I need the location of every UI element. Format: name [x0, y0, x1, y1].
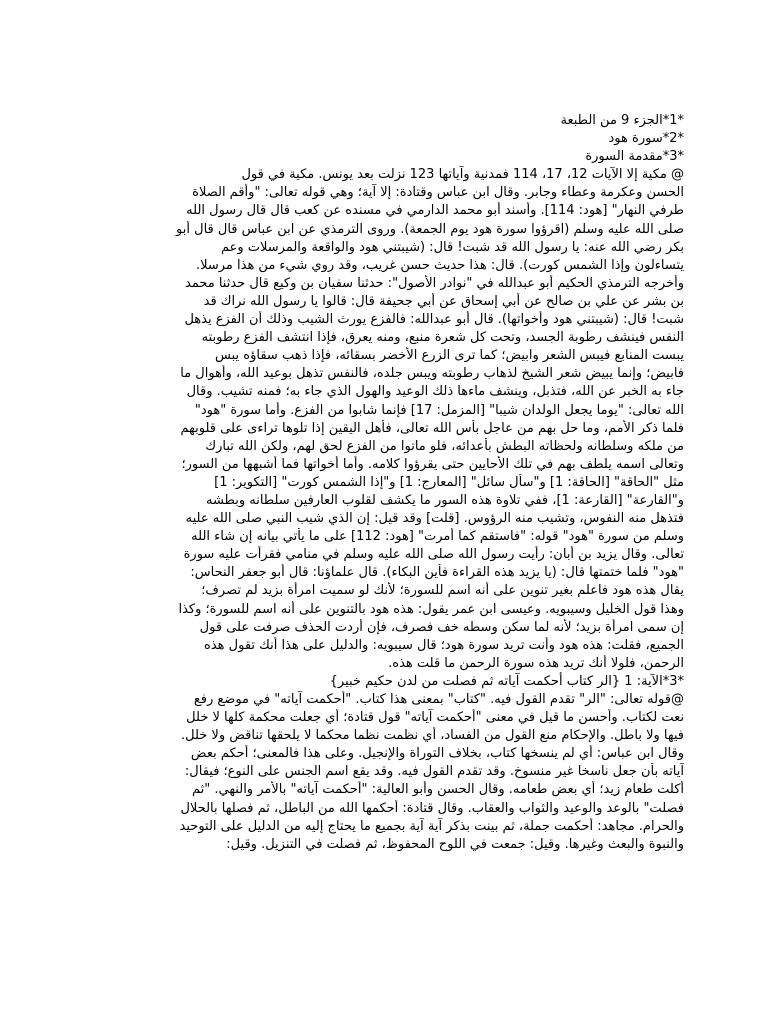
text-line: فلما ذكر الأمم، وما حل بهم من عاجل بأس الله تعالى، فأهل اليقين إذا تلوها تراءى على قلوبهم: [180, 420, 684, 436]
text-line: الجميع، فقلت: هذه هود وأنت تريد سورة هود؛ قال سيبويه: والدليل على هذا أنك تقول هذه: [204, 637, 684, 653]
text-line: جاء به الخبر عن الله، فتذبل، وينشف ماءها ذلك الوعيد والهول الذي جاء به؛ فمنه تشيب. وقال: [186, 384, 684, 400]
text-line: فيها ولا باطل. والإحكام منع القول من الفساد، أي نظمت نظما محكما لا يلحقها تناقض ولا خلل.: [180, 728, 684, 744]
text-line: أكلت طعام زيد؛ أي بعض طعامه. وقال الحسن وأبو العالية: "أحكمت آياته" بالأمر والنهي. "ثم: [191, 782, 684, 798]
document-page: [88, 112, 684, 854]
text-line: وقال ابن عباس: أي لم ينسخها كتاب، بخلاف التوراة والإنجيل. وعلى هذا فالمعنى؛ أحكم بعض: [190, 746, 684, 762]
text-line: فصلت" بالوعد والوعيد والثواب والعقاب. وقال قتادة: أحكمها الله من الباطل، ثم فصلها بالحلال: [180, 800, 684, 816]
text-line: بن بشر عن علي بن صالح عن أبي إسحاق عن أبي جحيفة قال: قالوا يا رسول الله نراك قد: [203, 293, 684, 309]
text-line: فابيض؛ وإنما يبيض شعر الشيخ لذهاب رطوبته ويبس جلده، فالنفس تذهل بوعيد الله، وأهوال ما: [180, 366, 684, 382]
text-line: يقال هذه هود فاعلم بغير تنوين على أنه اسم للسورة؛ لأنك لو سميت امرأة بزيد لم تصرف؛: [201, 583, 684, 599]
text-line: آياته بأن جعل ناسخا غير منسوخ. وقد تقدم القول فيه. وقد يقع اسم الجنس على النوع؛ فيقال:: [184, 764, 684, 780]
text-line: من ملكه وسلطانه ولحظاته البطش بأعدائه، فلو ماتوا من الفزع لحق لهم، ولكن الله تبارك: [205, 438, 684, 454]
text-line: وأخرجه الترمذي الحكيم أبو عبدالله في "نوادر الأصول": حدثنا سفيان بن وكيع قال حدثنا محمد: [185, 275, 684, 291]
text-line: والنبوة والبعث وغيرها. وقيل: جمعت في اللوح المحفوظ، ثم فصلت في التنزيل. وقيل:: [226, 836, 684, 852]
text-line: نعت لكتاب. وأحسن ما قيل في معنى "أحكمت آياته" قول قتادة؛ أي جعلت محكمة كلها لا خلل: [186, 710, 684, 726]
section-body: [88, 691, 684, 854]
text-line: الله تعالى: "يوما يجعل الولدان شيبا" [المزمل: 17] فإنما شابوا من الفزع. وأما سورة "هود": [194, 402, 684, 418]
text-line: إن سمى امرأة بزيد؛ لأنه لما سكن وسطه خف فصرف، فإن أردت الحذف صرفت على قول: [199, 619, 684, 635]
text-line: تعالى. وقال يزيد بن أبان: رأيت رسول الله صلى الله عليه وسلم في منامي فقرأت عليه سورة: [183, 547, 684, 563]
document-body: [88, 166, 684, 673]
text-line: صلى الله عليه وسلم (اقرؤوا سورة هود يوم الجمعة). وروى الترمذي عن ابن عباس قال قال أبو: [176, 221, 684, 237]
text-line: "هود" فلما ختمتها قال: (يا يزيد هذه القراءة فأين البكاء). قال علماؤنا: قال أبو جعفر النحاس:: [190, 565, 684, 581]
text-line: والحرام. مجاهد: أحكمت جملة، ثم بينت بذكر آية آية بجميع ما يحتاج إليه من الدليل على التوحيد: [179, 818, 684, 834]
text-line: @قوله تعالى: "الر" تقدم القول فيه. "كتاب" بمعنى هذا كتاب. "أحكمت آياته" في موضع رفع: [193, 692, 684, 707]
text-line: يتساءلون وإذا الشمس كورت). قال: هذا حديث حسن غريب، وقد روي شيء من هذا مرسلا.: [195, 257, 684, 273]
heading-line: *2*سورة هود: [608, 131, 684, 147]
text-line: الرحمن، فلولا أنك تريد هذه سورة الرحمن ما قلت هذه.: [388, 655, 684, 671]
text-line: @ مكية إلا الآيات 12، 17، 114 فمدنية وآياتها 123 نزلت بعد يونس. مكية في قول: [241, 167, 684, 183]
text-line: شبت! قال: (شيبتني هود وأخواتها). قال أبو عبدالله: فالفزع يورث الشيب وذلك أن الفزع يذهل: [184, 312, 684, 328]
section-heading: *3*الآية: 1 {الر كتاب أحكمت آياته ثم فصلت من لدن حكيم خبير}: [329, 673, 684, 689]
text-line: طرفي النهار" [هود: 114]. وأسند أبو محمد الدارمي في مسنده عن كعب قال قال رسول الله: [186, 203, 684, 219]
text-line: و"القارعة" [القارعة: 1]، ففي تلاوة هذه السور ما يكشف لقلوب العارفين سلطانه وبطشه: [205, 492, 684, 508]
heading-line: *3*مقدمة السورة: [585, 149, 684, 165]
text-line: بكر رضي الله عنه: يا رسول الله قد شبت! قال: (شيبتني هود والواقعة والمرسلات وعم: [220, 239, 684, 255]
text-line: يبست المنابع فيبس الشعر وابيض؛ كما ترى الزرع الأخضر بسقائه، فإذا ذهب سقاؤه يبس: [215, 348, 684, 364]
text-line: مثل "الحاقة" [الحاقة: 1] و"سأل سائل" [المعارج: 1] و"إذا الشمس كورت" [التكوير: 1]: [214, 474, 684, 490]
text-line: فتذهل منه النفوس، وتشيب منه الرؤوس. [قلت] وقد قيل: إن الذي شيب النبي صلى الله عليه: [185, 511, 684, 527]
document-headings: [88, 112, 684, 166]
text-line: وهذا قول الخليل وسيبويه. وعيسى ابن عمر يقول: هذه هود بالتنوين على أنه اسم للسورة؛ وكذا: [178, 601, 684, 617]
text-line: وسلم من سورة "هود" قوله: "فاستقم كما أمرت" [هود: 112] على ما يأتي بيانه إن شاء الله: [191, 529, 684, 545]
text-line: وتعالى اسمه يلطف بهم في تلك الأحايين حتى يقرؤوا كلامه. وأما أخواتها فما أشبهها من السور؛: [181, 456, 684, 472]
text-line: الحسن وعكرمة وعطاء وجابر. وقال ابن عباس وقتادة: إلا آية؛ وهي قوله تعالى: "وأقم الصلاة: [192, 185, 684, 201]
text-line: النفس فينشف رطوبة الجسد، وتحت كل شعرة منبع، ومنه يعرق، فإذا انتشف الفزع رطوبته: [201, 330, 684, 346]
heading-line: *1*الجزء 9 من الطبعة: [560, 113, 684, 128]
